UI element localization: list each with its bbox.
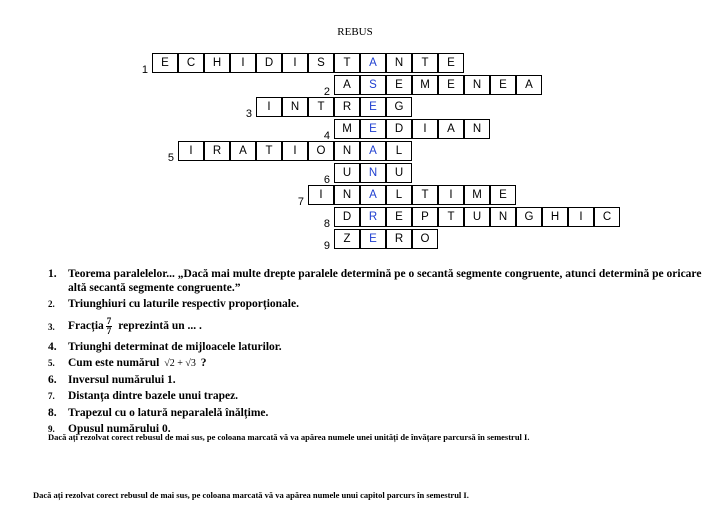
letter-cell: I	[178, 141, 204, 161]
letter-cell: H	[542, 207, 568, 227]
clue-5	[48, 357, 708, 371]
key-column-cell: E	[360, 97, 386, 117]
clue-number: 9.	[48, 424, 55, 434]
clue-text-after: ?	[200, 357, 207, 369]
letter-cell: I	[282, 141, 308, 161]
row-number-8: 8	[323, 218, 330, 230]
letter-cell: N	[282, 97, 308, 117]
clue-1	[48, 268, 708, 295]
letter-cell: M	[464, 185, 490, 205]
clue-text: Trapezul cu o latură neparalelă înălțime.	[68, 406, 269, 419]
letter-cell: I	[230, 53, 256, 73]
letter-cell: E	[152, 53, 178, 73]
letter-cell: N	[464, 75, 490, 95]
letter-cell: D	[386, 119, 412, 139]
rebus-title: REBUS	[337, 26, 373, 38]
key-column-cell: N	[360, 163, 386, 183]
letter-cell: N	[386, 53, 412, 73]
clue-text: Triunghi determinat de mijloacele laturilor.	[68, 340, 282, 353]
clue-text-before: Cum este numărul	[68, 357, 160, 369]
letter-cell: I	[282, 53, 308, 73]
fraction	[106, 317, 113, 336]
clue-number: 7.	[48, 391, 55, 401]
letter-cell: M	[412, 75, 438, 95]
key-column-cell: E	[360, 119, 386, 139]
fraction-denominator: 7	[106, 325, 112, 336]
row-number-5: 5	[167, 152, 174, 164]
clue-list	[48, 268, 708, 440]
letter-cell: O	[308, 141, 334, 161]
clue-number: 6.	[48, 373, 57, 386]
clue-text: Teorema paralelelor... „Dacă mai multe drepte paralele determină pe o secantă segmente congruente, atunci determină pe oricare altă secantă segmente congruente.”	[68, 268, 702, 294]
letter-cell: R	[204, 141, 230, 161]
row-number-7: 7	[297, 196, 304, 208]
row-number-1: 1	[141, 64, 148, 76]
clue-3	[48, 315, 708, 338]
key-column-cell: A	[360, 141, 386, 161]
letter-cell: M	[334, 119, 360, 139]
key-column-cell: S	[360, 75, 386, 95]
letter-cell: R	[386, 229, 412, 249]
row-number-4: 4	[323, 130, 330, 142]
radical-expression: √2 + √3	[164, 358, 196, 369]
letter-cell: I	[412, 119, 438, 139]
key-column-cell: E	[360, 229, 386, 249]
clue-number: 2.	[48, 299, 55, 309]
key-column-cell: A	[360, 185, 386, 205]
letter-cell: T	[438, 207, 464, 227]
clue-number: 1.	[48, 268, 57, 280]
clue-text: Opusul numărului 0.	[68, 423, 171, 435]
letter-cell: P	[412, 207, 438, 227]
clue-number: 4.	[48, 340, 57, 353]
letter-cell: N	[334, 185, 360, 205]
letter-cell: D	[256, 53, 282, 73]
clue-number: 8.	[48, 406, 57, 419]
clue-4	[48, 341, 708, 355]
letter-cell: I	[308, 185, 334, 205]
clue-2	[48, 298, 708, 312]
letter-cell: I	[568, 207, 594, 227]
letter-cell: T	[412, 53, 438, 73]
letter-cell: T	[308, 97, 334, 117]
letter-cell: L	[386, 141, 412, 161]
letter-cell: N	[490, 207, 516, 227]
clue-text: Distanța dintre bazele unui trapez.	[68, 390, 239, 402]
letter-cell: E	[386, 75, 412, 95]
clue-text: Triunghiuri cu laturile respectiv proporționale.	[68, 298, 299, 310]
letter-cell: I	[438, 185, 464, 205]
letter-cell: U	[386, 163, 412, 183]
letter-cell: N	[334, 141, 360, 161]
clue-8	[48, 407, 708, 421]
letter-cell: E	[386, 207, 412, 227]
letter-cell: E	[438, 75, 464, 95]
letter-cell: T	[334, 53, 360, 73]
row-number-3: 3	[245, 108, 252, 120]
letter-cell: A	[230, 141, 256, 161]
letter-cell: C	[178, 53, 204, 73]
letter-cell: U	[464, 207, 490, 227]
letter-cell: E	[490, 75, 516, 95]
row-number-6: 6	[323, 174, 330, 186]
letter-cell: G	[516, 207, 542, 227]
letter-cell: T	[412, 185, 438, 205]
letter-cell: C	[594, 207, 620, 227]
key-column-cell: A	[360, 53, 386, 73]
letter-cell: A	[516, 75, 542, 95]
fraction-numerator: 7	[106, 315, 112, 326]
clue-number: 5.	[48, 358, 55, 368]
letter-cell: R	[334, 97, 360, 117]
letter-cell: U	[334, 163, 360, 183]
letter-cell: G	[386, 97, 412, 117]
instruction-note-chapter: Dacă ați rezolvat corect rebusul de mai sus, pe coloana marcată vă va apărea numele unui capitol parcurs în semestrul I.	[33, 490, 469, 500]
letter-cell: A	[438, 119, 464, 139]
instruction-note-unit: Dacă ați rezolvat corect rebusul de mai sus, pe coloana marcată vă va apărea numele unei unități de învățare parcursă în semestrul I.	[48, 432, 530, 442]
clue-number: 3.	[48, 321, 55, 332]
clue-7	[48, 390, 708, 404]
letter-cell: O	[412, 229, 438, 249]
letter-cell: I	[256, 97, 282, 117]
clue-text: Inversul numărului 1.	[68, 373, 176, 386]
letter-cell: E	[490, 185, 516, 205]
clue-6	[48, 374, 708, 388]
letter-cell: T	[256, 141, 282, 161]
letter-cell: S	[308, 53, 334, 73]
row-number-9: 9	[323, 240, 330, 252]
letter-cell: H	[204, 53, 230, 73]
clue-text-before: Fracția	[68, 319, 104, 332]
letter-cell: Z	[334, 229, 360, 249]
letter-cell: N	[464, 119, 490, 139]
row-number-2: 2	[323, 86, 330, 98]
letter-cell: D	[334, 207, 360, 227]
key-column-cell: R	[360, 207, 386, 227]
letter-cell: E	[438, 53, 464, 73]
letter-cell: A	[334, 75, 360, 95]
letter-cell: L	[386, 185, 412, 205]
clue-text-after: reprezintă un ... .	[118, 319, 202, 332]
